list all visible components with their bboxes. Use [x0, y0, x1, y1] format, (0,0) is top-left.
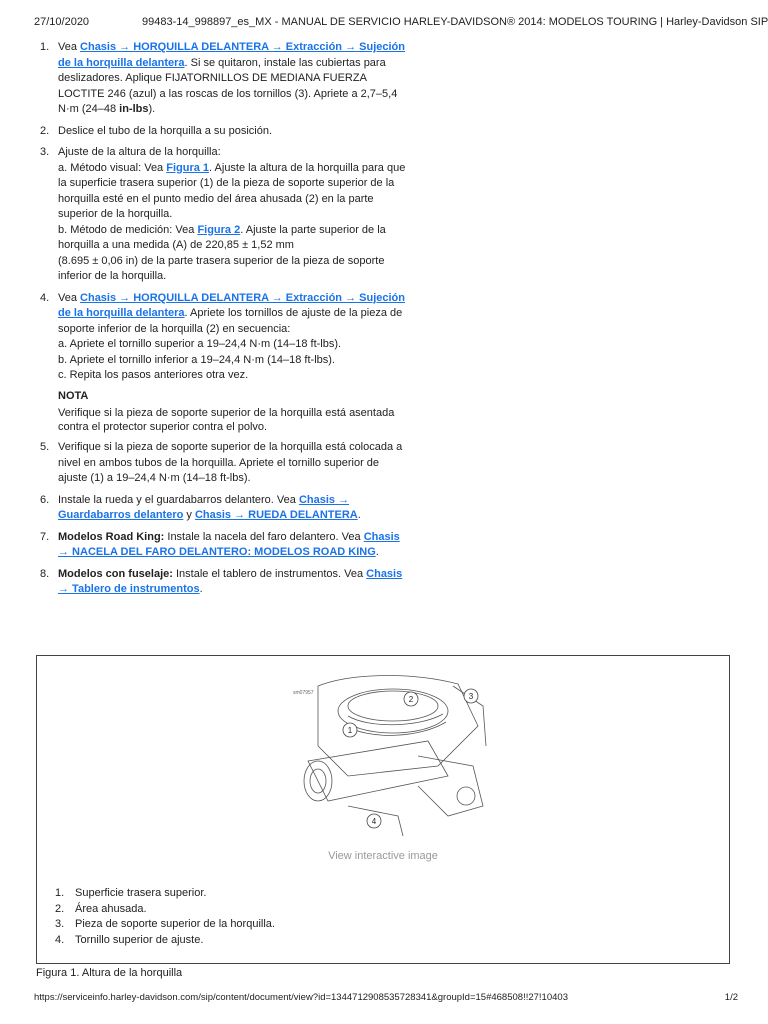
- link-sujecion-horquilla[interactable]: Chasis → HORQUILLA DELANTERA → Extracción → Sujeción de la horquilla delantera: [58, 41, 405, 69]
- page-number: 1/2: [724, 992, 738, 1003]
- step-3: 3. Ajuste de la altura de la horquilla: a. Método visual: Vea Figura 1. Ajuste la altura de la horquilla para que la superficie trasera superior (1) de la pieza de soporte superior de la horquilla esté en el punto medio del área ahusada (2) en la parte superior de la horquilla. b. Método de medición: Vea Figura 2. Ajuste la parte superior de la horquilla a una medida (A) de 220,85 ± 1,52 mm (8.695 ± 0,06 in) de la parte trasera superior de la pieza de soporte inferior de la horquilla.: [40, 146, 406, 282]
- step-1: 1. Vea Chasis → HORQUILLA DELANTERA → Extracción → Sujeción de la horquilla delantera. Si se quitaron, instale las cubiertas para deslizadores. Aplique FIJATORNILLOS DE MEDIANA FUERZA LOCTITE 246 (azul) a las roscas de los tornillos (3). Apriete a 2,7–5,4 N·m (24–48 in-lbs).: [40, 41, 405, 115]
- procedure-content: [34, 40, 406, 604]
- step-number: 1.: [40, 41, 50, 53]
- legend-item: 2. Área ahusada.: [55, 902, 147, 915]
- link-sujecion-horquilla-2[interactable]: Chasis → HORQUILLA DELANTERA → Extracción → Sujeción de la horquilla delantera: [58, 291, 405, 319]
- legend-item: 1. Superficie trasera superior.: [55, 887, 207, 899]
- view-interactive-image-link[interactable]: View interactive image: [328, 850, 438, 862]
- print-date: 27/10/2020: [34, 16, 90, 28]
- step-number: 2.: [40, 124, 50, 137]
- callout-3: 3: [468, 692, 474, 701]
- callout-1: 1: [347, 726, 353, 735]
- link-nacela-faro[interactable]: Chasis → NACELA DEL FARO DELANTERO: MODELOS ROAD KING: [58, 530, 400, 558]
- step-number: 4.: [40, 291, 50, 304]
- note-text: Verifique si la pieza de soporte superior de la horquilla está asentada contra el protector superior contra el polvo.: [58, 407, 395, 433]
- step-number: 8.: [40, 567, 50, 580]
- figure-legend: [55, 886, 275, 948]
- step-4: 4. Vea Chasis → HORQUILLA DELANTERA → Extracción → Sujeción de la horquilla delantera. Apriete los tornillos de ajuste de la pieza de soporte inferior de la horquilla (2) en secuencia: a. Apriete el tornillo superior a 19–24,4 N·m (14–18 ft-lbs). b. Apriete el tornillo inferior a 19–24,4 N·m (14–18 ft-lbs). c. Repita los pasos anteriores otra vez. NOTA Verifique si la pieza de soporte superior de la horquilla está asentada contra el protector superior contra el polvo.: [40, 291, 405, 433]
- fork-height-illustration[interactable]: [288, 666, 490, 844]
- link-rueda-delantera[interactable]: Chasis → RUEDA DELANTERA: [194, 509, 358, 521]
- step-6: 6. Instale la rueda y el guardabarros delantero. Vea Chasis → Guardabarros delantero y Chasis → RUEDA DELANTERA.: [40, 493, 361, 521]
- legend-item: 4. Tornillo superior de ajuste.: [55, 933, 204, 946]
- figure-box: [36, 655, 730, 964]
- callout-2: 2: [408, 695, 414, 704]
- note-label: NOTA: [58, 389, 89, 402]
- step-number: 5.: [40, 441, 50, 453]
- step-number: 6.: [40, 493, 50, 506]
- step-2: 2. Deslice el tubo de la horquilla a su posición.: [34, 124, 406, 140]
- link-figura-1[interactable]: Figura 1: [166, 161, 210, 174]
- procedure-steps: [34, 40, 406, 598]
- link-figura-2[interactable]: Figura 2: [197, 223, 241, 236]
- legend-item: 3. Pieza de soporte superior de la horquilla.: [55, 918, 275, 930]
- step-8: 8. Modelos con fuselaje: Instale el tablero de instrumentos. Vea Chasis → Tablero de instrumentos.: [40, 567, 403, 595]
- figure-code: sm07957: [293, 690, 314, 696]
- step-number: 3.: [40, 146, 50, 158]
- link-tablero-instrumentos[interactable]: Chasis → Tablero de instrumentos: [58, 567, 403, 595]
- step-7: 7. Modelos Road King: Instale la nacela del faro delantero. Vea Chasis → NACELA DEL FARO DELANTERO: MODELOS ROAD KING.: [40, 530, 400, 558]
- step-number: 7.: [40, 530, 50, 543]
- page-url: https://serviceinfo.harley-davidson.com/sip/content/document/view?id=134471290853572834​1&groupId=15#468508!!27!10403: [34, 992, 568, 1003]
- figure-caption: Figura 1. Altura de la horquilla: [36, 967, 183, 979]
- link-guardabarros[interactable]: Chasis → Guardabarros delantero: [58, 493, 350, 521]
- step-5: 5. Verifique si la pieza de soporte superior de la horquilla está colocada a nivel en ambos tubos de la horquilla. Apriete el tornillo superior de ajuste (1) a 19–24,4 N·m (14–18 ft-lbs).: [40, 441, 403, 484]
- document-title: 99483-14_998897_es_MX - MANUAL DE SERVICIO HARLEY-DAVIDSON® 2014: MODELOS TOURING | Harley-Davidson SIP: [142, 16, 768, 28]
- callout-4: 4: [371, 817, 377, 826]
